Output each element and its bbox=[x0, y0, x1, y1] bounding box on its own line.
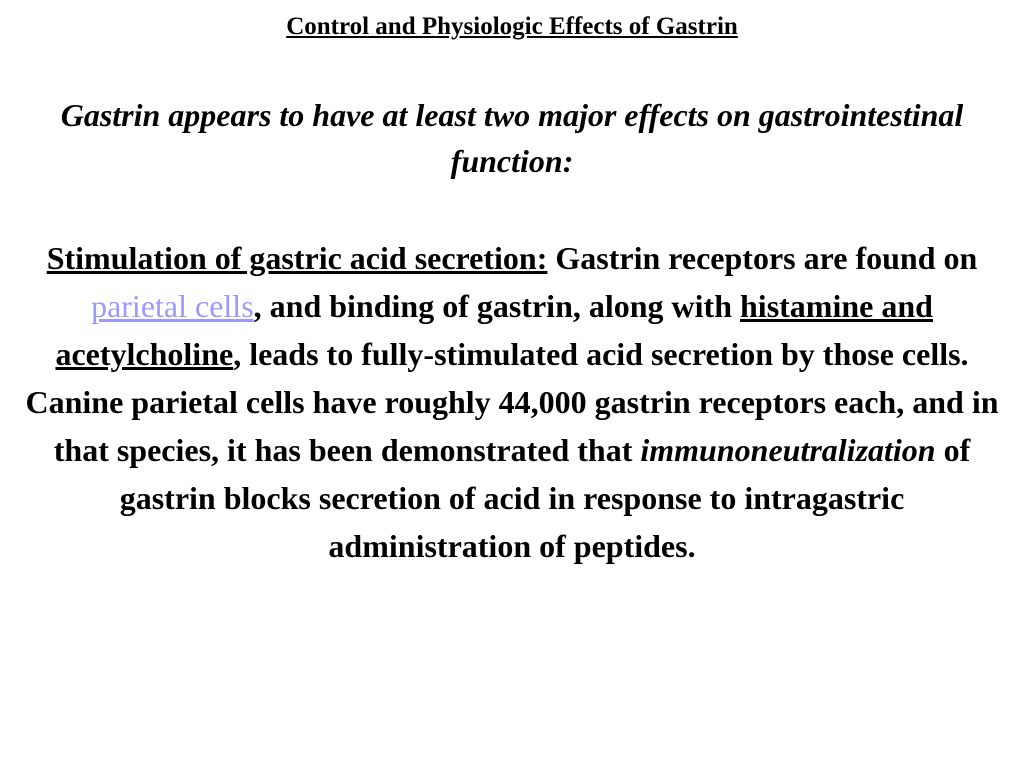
paragraph-canine-receptors bbox=[18, 378, 1006, 570]
parietal-cells-link[interactable]: parietal cells bbox=[91, 288, 254, 324]
text-segment: of gastrin blocks secretion of acid in response to intragastric administration of peptides. bbox=[119, 432, 971, 564]
slide-title: Control and Physiologic Effects of Gastrin bbox=[286, 13, 738, 40]
section-heading: Stimulation of gastric acid secretion: bbox=[46, 240, 548, 276]
text-segment: Gastrin receptors are found on bbox=[547, 240, 978, 276]
histamine-acetylcholine-text: histamine and acetylcholine bbox=[55, 288, 933, 372]
slide-subtitle: Gastrin appears to have at least two major effects on gastrointestinal function: bbox=[60, 97, 964, 179]
slide-body bbox=[18, 234, 1006, 570]
text-segment: , and binding of gastrin, along with bbox=[253, 288, 740, 324]
immunoneutralization-term: immunoneutralization bbox=[640, 432, 936, 468]
paragraph-acid-secretion bbox=[18, 234, 1006, 378]
text-segment: , leads to fully-stimulated acid secretion by those cells. bbox=[233, 336, 969, 372]
text-segment: Canine parietal cells have roughly 44,000 gastrin receptors each, and in that species, it has been demonstrated that bbox=[25, 384, 999, 468]
